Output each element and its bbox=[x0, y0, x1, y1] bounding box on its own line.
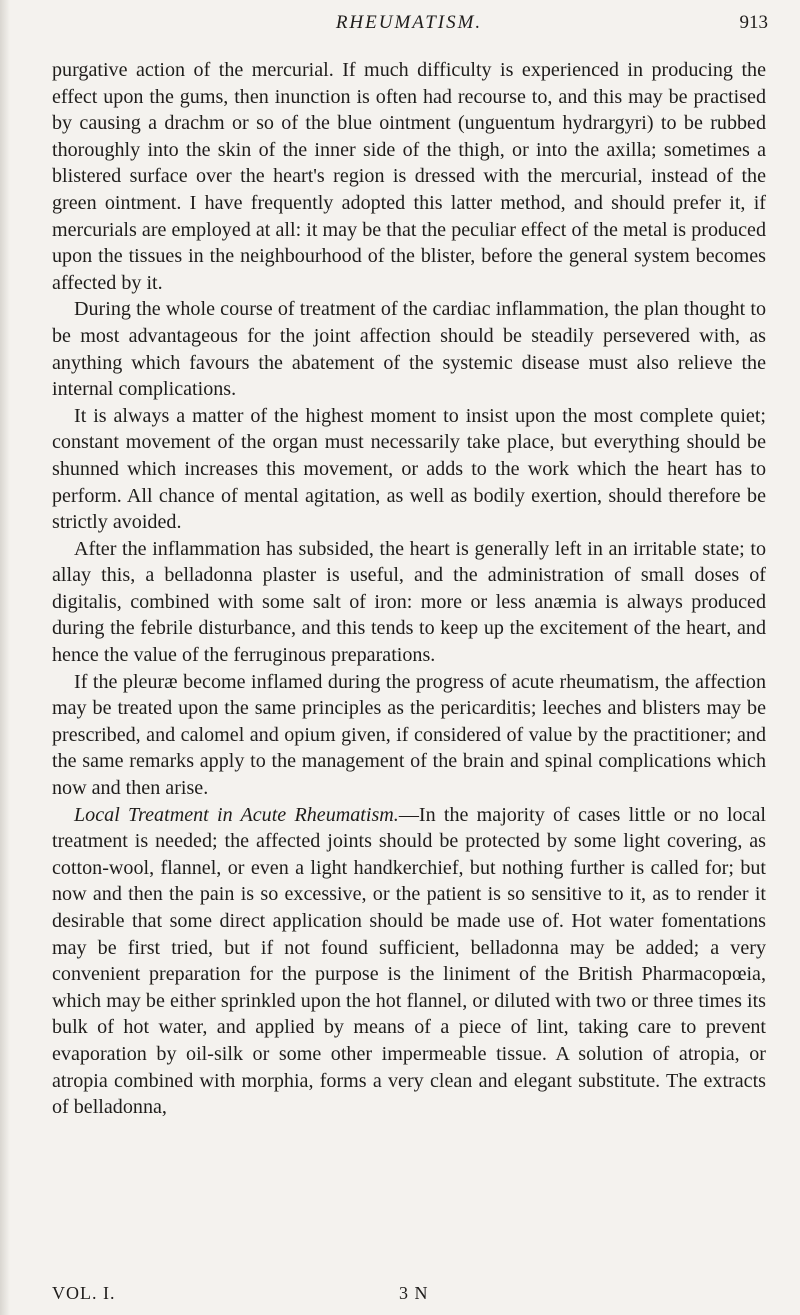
page-number: 913 bbox=[739, 12, 768, 33]
volume-label: VOL. I. bbox=[52, 1283, 116, 1303]
page-edge bbox=[0, 0, 10, 1315]
page-footer bbox=[52, 1283, 766, 1309]
signature-mark: 3 N bbox=[399, 1283, 429, 1303]
section-heading-local-treatment: Local Treatment in Acute Rheumatism. bbox=[74, 803, 399, 826]
body-text bbox=[52, 57, 766, 1121]
local-treatment-text: —In the majority of cases little or no local treatment is needed; the affected joints should be protected by some light covering, as cotton-wool, flannel, or even a light handkerchief, but nothing further is called for; but now and then the pain is so excessive, or the patient is so sensitive to it, as to render it desirable that some direct application should be made use of. Hot water fomentations may be first tried, but if not found sufficient, belladonna may be added; a very convenient preparation for the purpose is the liniment of the British Pharmacopœia, which may be either sprinkled upon the hot flannel, or diluted with two or three times its bulk of hot water, and applied by means of a piece of lint, taking care to prevent evaporation by oil-silk or some other impermeable tissue. A solution of atropia, or atropia combined with morphia, forms a very clean and elegant substitute. The extracts of belladonna, bbox=[52, 803, 767, 1119]
paragraph-mercurial-inunction: purgative action of the mercurial. If much difficulty is experienced in producing the effect upon the gums, then inunction is often had recourse to, and this may be practised by causing a drachm or so of the blue ointment (unguentum hydrargyri) to be rubbed thoroughly into the skin of the inner side of the thigh, or into the axilla; sometimes a blistered surface over the heart's region is dressed with the mercurial, instead of the green ointment. I have frequently adopted this latter method, and should prefer it, if mercurials are employed at all: it may be that the peculiar effect of the metal is produced upon the tissues in the neighbourhood of the blister, before the general system becomes affected by it. bbox=[52, 59, 766, 294]
paragraph-after-inflammation: After the inflammation has subsided, the heart is generally left in an irritable state; to allay this, a belladonna plaster is useful, and the administration of small doses of digitalis, combined with some salt of iron: more or less anæmia is always produced during the febrile disturbance, and this tends to keep up the excitement of the heart, and hence the value of the ferruginous preparations. bbox=[52, 537, 766, 667]
paragraph-complete-quiet: It is always a matter of the highest moment to insist upon the most complete quiet; constant movement of the organ must necessarily take place, but everything should be shunned which increases this movement, or adds to the work which the heart has to perform. All chance of mental agitation, as well as bodily exertion, should therefore be strictly avoided. bbox=[52, 404, 766, 534]
running-title: RHEUMATISM. bbox=[335, 12, 483, 33]
paragraph-pleurae: If the pleuræ become inflamed during the progress of acute rheumatism, the affection may be treated upon the same principles as the pericarditis; leeches and blisters may be prescribed, and calomel and opium given, if considered of value by the practitioner; and the same remarks apply to the management of the brain and spinal complications which now and then arise. bbox=[52, 670, 766, 800]
paragraph-cardiac-inflammation: During the whole course of treatment of the cardiac inflammation, the plan thought to be most advantageous for the joint affection should be steadily persevered with, as anything which favours the abatement of the systemic disease must also relieve the internal complications. bbox=[52, 298, 766, 401]
page-header bbox=[50, 12, 768, 42]
paragraph-local-treatment bbox=[52, 802, 766, 1121]
